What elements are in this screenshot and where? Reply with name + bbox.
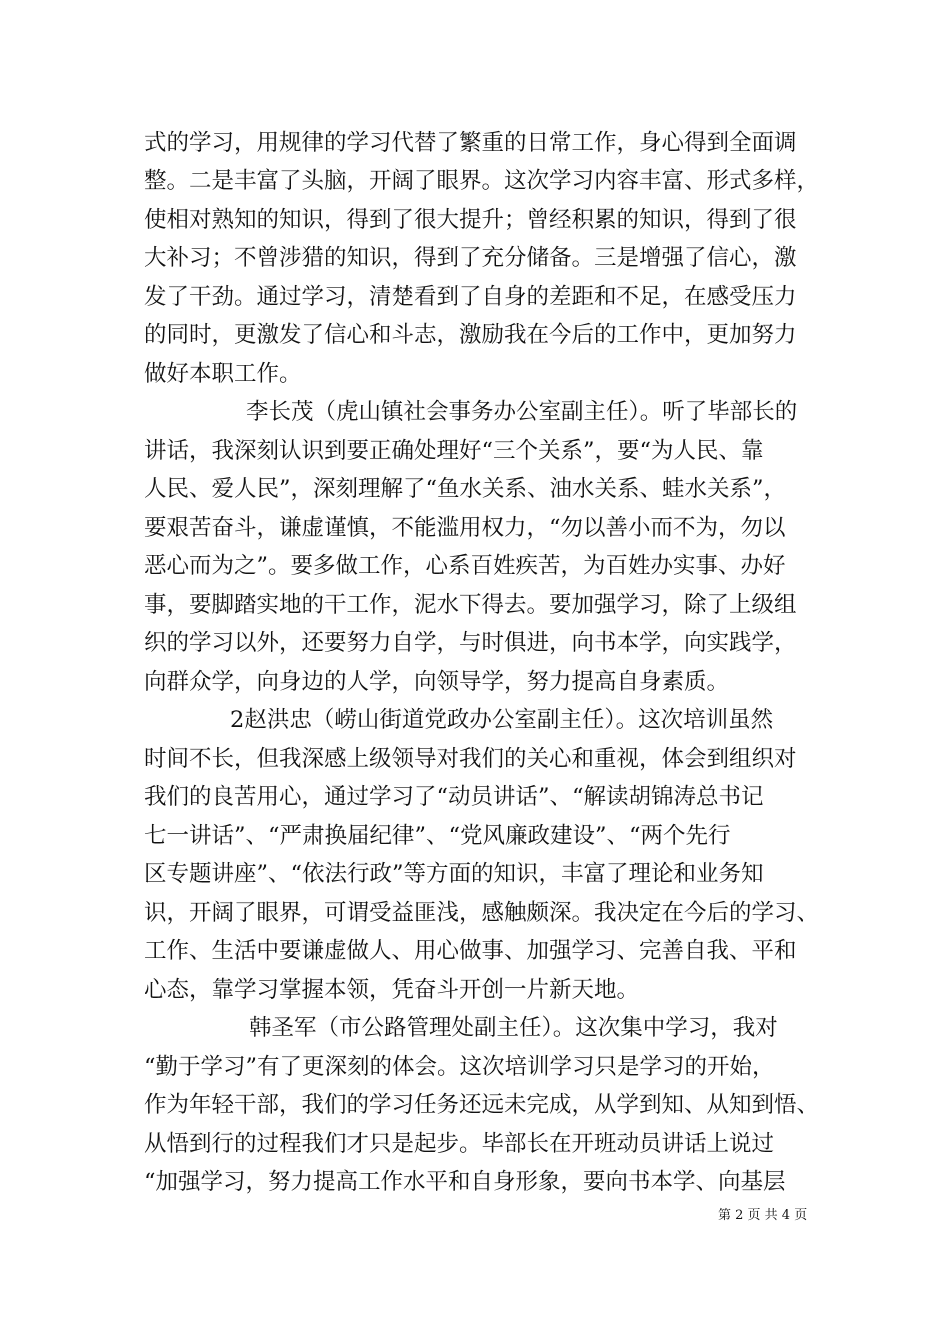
body-line-11: 要艰苦奋斗，谦虚谨慎，不能滥用权力，“勿以善小而不为，勿以 [144,515,786,541]
body-line-26: 作为年轻干部，我们的学习任务还远未完成，从学到知、从知到悟、 [144,1092,820,1118]
body-line-1: 式的学习，用规律的学习代替了繁重的日常工作，身心得到全面调 [144,130,797,156]
body-line-4: 大补习；不曾涉猎的知识，得到了充分储备。三是增强了信心，激 [144,245,797,271]
body-line-28: “加强学习，努力提高工作水平和自身形象，要向书本学、向基层 [144,1169,786,1195]
paragraph-start-zhao-hongzhong: 2赵洪忠（崂山街道党政办公室副主任）。这次培训虽然 [230,707,774,733]
body-line-20: 区专题讲座”、“依法行政”等方面的知识，丰富了理论和业务知 [144,861,764,887]
body-line-9: 讲话，我深刻认识到要正确处理好“三个关系”，要“为人民、靠 [144,438,764,464]
body-line-15: 向群众学，向身边的人学，向领导学，努力提高自身素质。 [144,669,730,695]
body-line-7: 做好本职工作。 [144,361,302,387]
body-line-23: 心态，靠学习掌握本领，凭奋斗开创一片新天地。 [144,977,640,1003]
body-line-2: 整。二是丰富了头脑，开阔了眼界。这次学习内容丰富、形式多样， [144,168,820,194]
body-line-18: 我们的良苦用心，通过学习了“动员讲话”、“解读胡锦涛总书记 [144,784,764,810]
body-line-12: 恶心而为之”。要多做工作，心系百姓疾苦，为百姓办实事、办好 [144,553,786,579]
body-line-25: “勤于学习”有了更深刻的体会。这次培训学习只是学习的开始， [144,1054,775,1080]
body-line-17: 时间不长，但我深感上级领导对我们的关心和重视，体会到组织对 [144,746,797,772]
paragraph-start-li-changmao: 李长茂（虎山镇社会事务办公室副主任）。听了毕部长的 [246,399,798,425]
body-line-3: 使相对熟知的知识，得到了很大提升；曾经积累的知识，得到了很 [144,207,797,233]
body-line-6: 的同时，更激发了信心和斗志，激励我在今后的工作中，更加努力 [144,322,797,348]
paragraph-start-han-shengjun: 韩圣军（市公路管理处副主任）。这次集中学习，我对 [249,1015,778,1041]
body-line-22: 工作、生活中要谦虚做人、用心做事、加强学习、完善自我、平和 [144,938,797,964]
body-line-19: 七一讲话”、“严肃换届纪律”、“党风廉政建设”、“两个先行 [144,823,731,849]
body-line-21: 识，开阔了眼界，可谓受益匪浅，感触颇深。我决定在今后的学习、 [144,900,820,926]
body-line-10: 人民、爱人民”，深刻理解了“鱼水关系、油水关系、蛙水关系”， [144,476,787,502]
body-line-27: 从悟到行的过程我们才只是起步。毕部长在开班动员讲话上说过 [144,1131,775,1157]
body-line-13: 事，要脚踏实地的干工作，泥水下得去。要加强学习，除了上级组 [144,592,797,618]
body-line-5: 发了干劲。通过学习，清楚看到了自身的差距和不足，在感受压力 [144,284,797,310]
body-line-14: 织的学习以外，还要努力自学，与时俱进，向书本学，向实践学， [144,630,797,656]
page-number: 第 2 页 共 4 页 [718,1208,808,1223]
